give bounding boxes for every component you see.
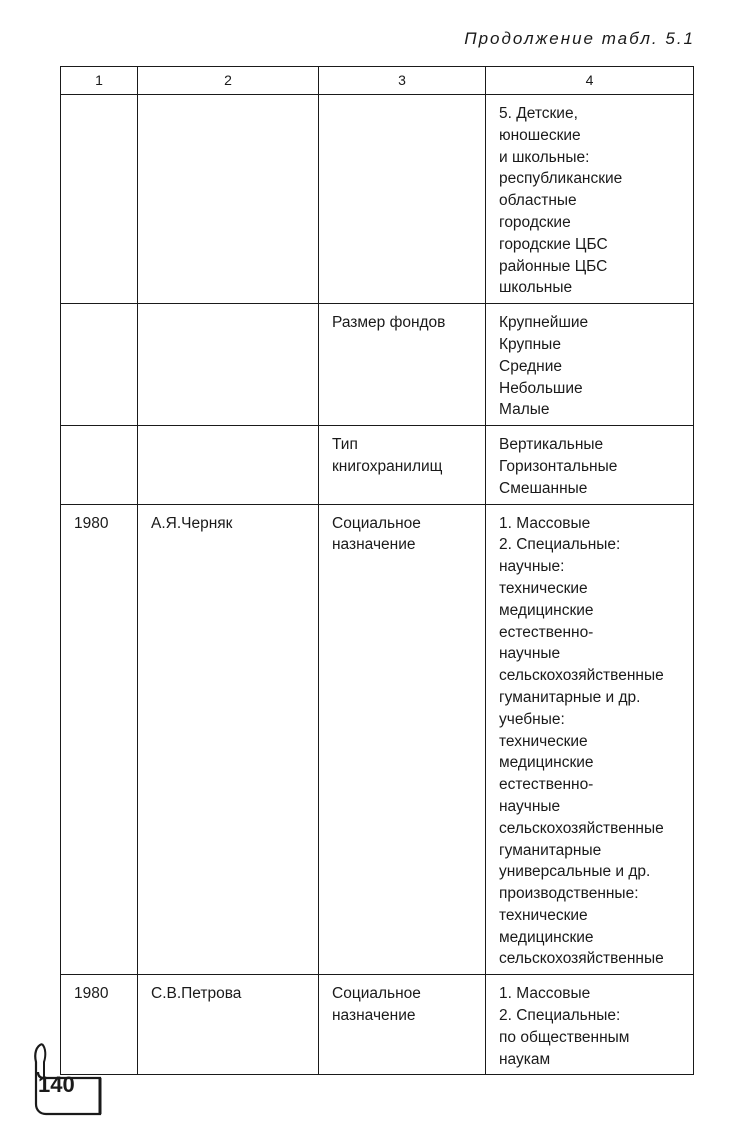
cell-text-line: универсальные и др. bbox=[499, 863, 651, 881]
cell-text-line: научные: bbox=[499, 558, 565, 576]
table-cell-col-4 bbox=[486, 426, 694, 504]
cell-text-line: естественно- bbox=[499, 776, 594, 794]
cell-text-line: Вертикальные bbox=[499, 436, 604, 454]
page-number: 140 bbox=[38, 1072, 75, 1097]
table-cell-col-2 bbox=[138, 504, 319, 975]
table-row bbox=[61, 426, 694, 504]
table-cell-col-4 bbox=[486, 304, 694, 426]
cell-text-line: Размер фондов bbox=[332, 314, 446, 332]
cell-text-line: городские ЦБС bbox=[499, 235, 608, 253]
cell-text-line: республиканские bbox=[499, 170, 623, 188]
cell-text-line: производственные: bbox=[499, 885, 639, 903]
column-header-4: 4 bbox=[486, 67, 694, 95]
cell-text-line: Социальное bbox=[332, 514, 421, 532]
cell-text-line: 2. Специальные: bbox=[499, 536, 621, 554]
column-header-2: 2 bbox=[138, 67, 319, 95]
cell-text-line: книгохранилищ bbox=[332, 457, 443, 475]
cell-text-line: технические bbox=[499, 579, 588, 597]
cell-text-line: и школьные: bbox=[499, 148, 590, 166]
table-row bbox=[61, 95, 694, 304]
cell-text-line: юношеские bbox=[499, 126, 581, 144]
table-cell-col-3 bbox=[319, 304, 486, 426]
cell-text-line: сельскохозяйственные bbox=[499, 667, 664, 685]
cell-text-line: Средние bbox=[499, 357, 562, 375]
cell-text-line: научные bbox=[499, 797, 561, 815]
cell-text-line: Небольшие bbox=[499, 379, 583, 397]
cell-text-line: Малые bbox=[499, 401, 550, 419]
cell-text-line: городские bbox=[499, 213, 571, 231]
cell-text-line: наукам bbox=[499, 1050, 551, 1068]
table-continuation-caption: Продолжение табл. 5.1 bbox=[464, 29, 695, 48]
table-cell-col-4 bbox=[486, 504, 694, 975]
cell-text-line: 1. Массовые bbox=[499, 514, 591, 532]
cell-text-line: 1. Массовые bbox=[499, 985, 591, 1003]
table-header bbox=[61, 67, 694, 95]
table-row bbox=[61, 304, 694, 426]
cell-text-line: Крупнейшие bbox=[499, 314, 589, 332]
column-header-1: 1 bbox=[61, 67, 138, 95]
cell-text-line: областные bbox=[499, 192, 577, 210]
cell-text-line: медицинские bbox=[499, 928, 594, 946]
table-cell-col-4 bbox=[486, 975, 694, 1075]
cell-text-line: назначение bbox=[332, 1007, 416, 1025]
cell-text-line: С.В.Петрова bbox=[151, 985, 242, 1003]
cell-text-line: районные ЦБС bbox=[499, 257, 608, 275]
table-cell-col-3 bbox=[319, 975, 486, 1075]
header-row bbox=[61, 67, 694, 95]
table-cell-col-1 bbox=[61, 426, 138, 504]
table-body bbox=[61, 95, 694, 1075]
cell-text-line: сельскохозяйственные bbox=[499, 950, 664, 968]
cell-text-line: А.Я.Черняк bbox=[151, 514, 233, 532]
cell-text-line: 1980 bbox=[74, 985, 109, 1003]
cell-text-line: Смешанные bbox=[499, 479, 588, 497]
table-cell-col-3 bbox=[319, 95, 486, 304]
table-cell-col-2 bbox=[138, 975, 319, 1075]
table-cell-col-2 bbox=[138, 304, 319, 426]
cell-text-line: 2. Специальные: bbox=[499, 1007, 621, 1025]
table-row bbox=[61, 975, 694, 1075]
table-cell-col-2 bbox=[138, 426, 319, 504]
cell-text-line: 1980 bbox=[74, 514, 109, 532]
classification-table bbox=[60, 66, 694, 1075]
cell-text-line: назначение bbox=[332, 536, 416, 554]
cell-text-line: медицинские bbox=[499, 754, 594, 772]
cell-text-line: технические bbox=[499, 906, 588, 924]
cell-text-line: учебные: bbox=[499, 710, 565, 728]
cell-text-line: 5. Детские, bbox=[499, 105, 578, 122]
table-cell-col-3 bbox=[319, 426, 486, 504]
cell-text-line: Горизонтальные bbox=[499, 457, 618, 475]
cell-text-line: естественно- bbox=[499, 623, 594, 641]
table-cell-col-3 bbox=[319, 504, 486, 975]
column-header-3: 3 bbox=[319, 67, 486, 95]
table-cell-col-4 bbox=[486, 95, 694, 304]
cell-text-line: Крупные bbox=[499, 335, 561, 353]
table-row bbox=[61, 504, 694, 975]
cell-text-line: Социальное bbox=[332, 985, 421, 1003]
cell-text-line: медицинские bbox=[499, 601, 594, 619]
cell-text-line: гуманитарные и др. bbox=[499, 688, 641, 706]
cell-text-line: Тип bbox=[332, 436, 358, 454]
cell-text-line: школьные bbox=[499, 279, 573, 297]
cell-text-line: научные bbox=[499, 645, 561, 663]
table-cell-col-2 bbox=[138, 95, 319, 304]
table-cell-col-1 bbox=[61, 304, 138, 426]
cell-text-line: сельскохозяйственные bbox=[499, 819, 664, 837]
table-cell-col-1 bbox=[61, 504, 138, 975]
cell-text-line: гуманитарные bbox=[499, 841, 602, 859]
cell-text-line: по общественным bbox=[499, 1028, 630, 1046]
cell-text-line: технические bbox=[499, 732, 588, 750]
table-cell-col-1 bbox=[61, 95, 138, 304]
